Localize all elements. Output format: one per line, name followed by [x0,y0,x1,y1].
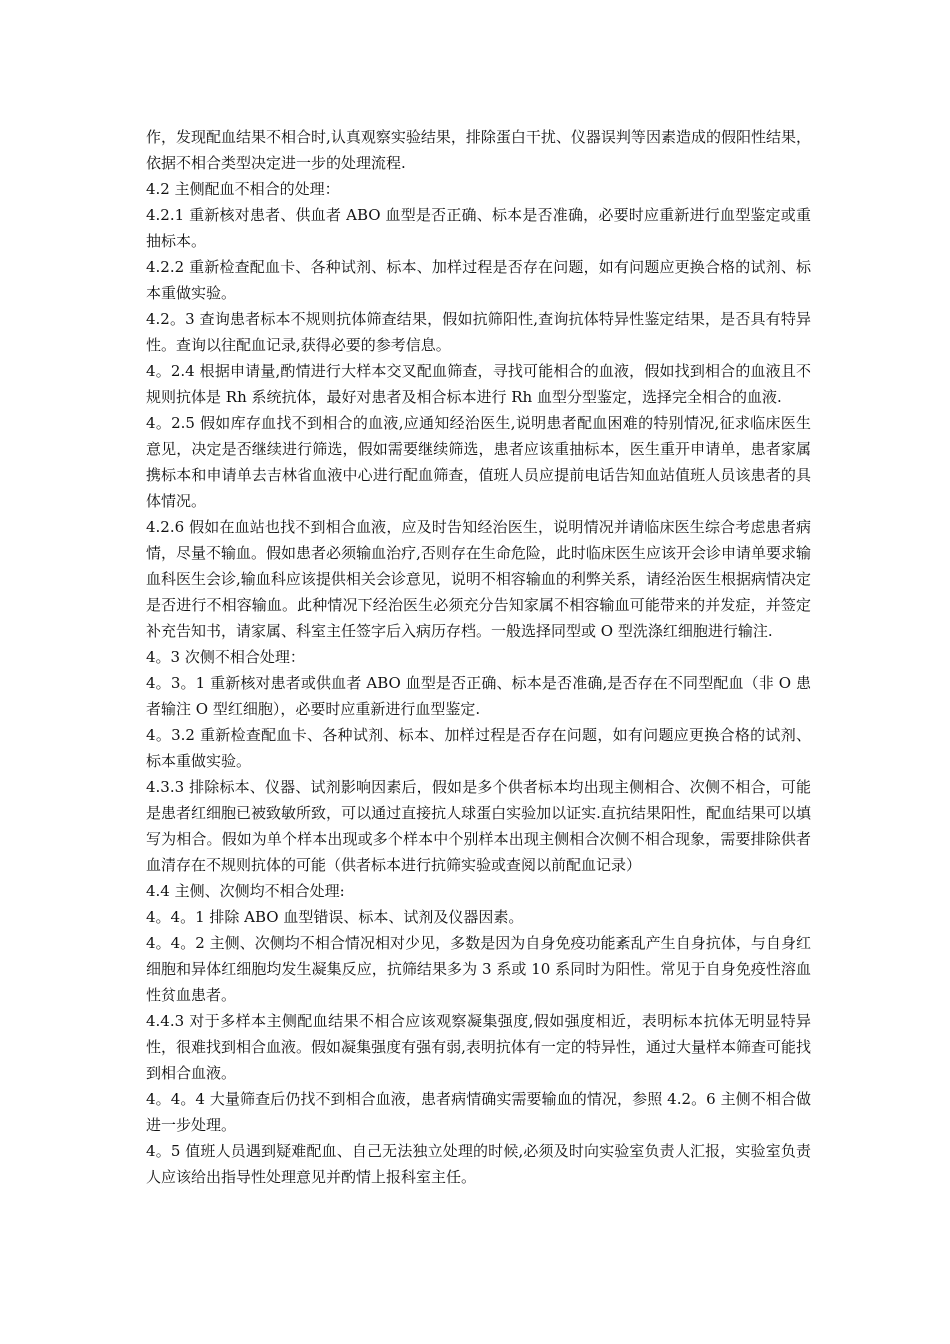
paragraph-4-2-1: 4.2.1 重新核对患者、供血者 ABO 血型是否正确、标本是否准确，必要时应重新进行血型鉴定或重抽标本。 [146,206,811,250]
section-heading-4-3: 4。3 次侧不相合处理： [146,648,305,666]
paragraph-4-3-2: 4。3.2 重新检查配血卡、各种试剂、标本、加样过程是否存在问题，如有问题应更换合格的试剂、标本重做实验。 [146,726,811,770]
section-heading-4-2: 4.2 主侧配血不相合的处理： [146,180,340,198]
paragraph-4-4-4: 4。4。4 大量筛查后仍找不到相合血液，患者病情确实需要输血的情况，参照 4.2。6 主侧不相合做进一步处理。 [146,1090,811,1134]
paragraph-4-3-1: 4。3。1 重新核对患者或供血者 ABO 血型是否正确、标本是否准确,是否存在不同型配血（非 O 患者输注 O 型红细胞），必要时应重新进行血型鉴定. [146,674,811,718]
paragraph-4-5: 4。5 值班人员遇到疑难配血、自己无法独立处理的时候,必须及时向实验室负责人汇报，实验室负责人应该给出指导性处理意见并酌情上报科室主任。 [146,1142,811,1186]
paragraph-4-4-2: 4。4。2 主侧、次侧均不相合情况相对少见，多数是因为自身免疫功能紊乱产生自身抗体，与自身红细胞和异体红细胞均发生凝集反应，抗筛结果多为 3 系或 10 系同时为阳性。常见于自身免疫性溶血性贫血患者。 [146,934,811,1004]
paragraph-4-2-2: 4.2.2 重新检查配血卡、各种试剂、标本、加样过程是否存在问题，如有问题应更换合格的试剂、标本重做实验。 [146,258,811,302]
paragraph-4-2-6: 4.2.6 假如在血站也找不到相合血液，应及时告知经治医生，说明情况并请临床医生综合考虑患者病情，尽量不输血。假如患者必须输血治疗,否则存在生命危险，此时临床医生应该开会诊申请单要求输血科医生会诊,输血科应该提供相关会诊意见，说明不相容输血的利弊关系，请经治医生根据病情决定是否进行不相容输血。此种情况下经治医生必须充分告知家属不相容输血可能带来的并发症，并签定补充告知书，请家属、科室主任签字后入病历存档。一般选择同型或 O 型洗涤红细胞进行输注. [146,518,811,640]
section-heading-4-4: 4.4 主侧、次侧均不相合处理: [146,882,345,900]
document-body [146,124,811,1190]
paragraph-continuation: 作，发现配血结果不相合时,认真观察实验结果，排除蛋白干扰、仪器误判等因素造成的假阳性结果，依据不相合类型决定进一步的处理流程. [146,128,811,172]
paragraph-4-2-5: 4。2.5 假如库存血找不到相合的血液,应通知经治医生,说明患者配血困难的特别情况,征求临床医生意见，决定是否继续进行筛选，假如需要继续筛选，患者应该重抽标本，医生重开申请单，患者家属携标本和申请单去吉林省血液中心进行配血筛查，值班人员应提前电话告知血站值班人员该患者的具体情况。 [146,414,811,510]
paragraph-4-4-3: 4.4.3 对于多样本主侧配血结果不相合应该观察凝集强度,假如强度相近，表明标本抗体无明显特异性，很难找到相合血液。假如凝集强度有强有弱,表明抗体有一定的特异性，通过大量样本筛查可能找到相合血液。 [146,1012,811,1082]
paragraph-4-3-3: 4.3.3 排除标本、仪器、试剂影响因素后，假如是多个供者标本均出现主侧相合、次侧不相合，可能是患者红细胞已被致敏所致，可以通过直接抗人球蛋白实验加以证实.直抗结果阳性，配血结果可以填写为相合。假如为单个样本出现或多个样本中个别样本出现主侧相合次侧不相合现象，需要排除供者血清存在不规则抗体的可能（供者标本进行抗筛实验或查阅以前配血记录） [146,778,811,874]
paragraph-4-2-3: 4.2。3 查询患者标本不规则抗体筛查结果，假如抗筛阳性,查询抗体特异性鉴定结果，是否具有特异性。查询以往配血记录,获得必要的参考信息。 [146,310,811,354]
paragraph-4-2-4: 4。2.4 根据申请量,酌情进行大样本交叉配血筛查，寻找可能相合的血液，假如找到相合的血液且不规则抗体是 Rh 系统抗体，最好对患者及相合标本进行 Rh 血型分型鉴定，选择完全相合的血液. [146,362,811,406]
paragraph-4-4-1: 4。4。1 排除 ABO 血型错误、标本、试剂及仪器因素。 [146,908,524,926]
